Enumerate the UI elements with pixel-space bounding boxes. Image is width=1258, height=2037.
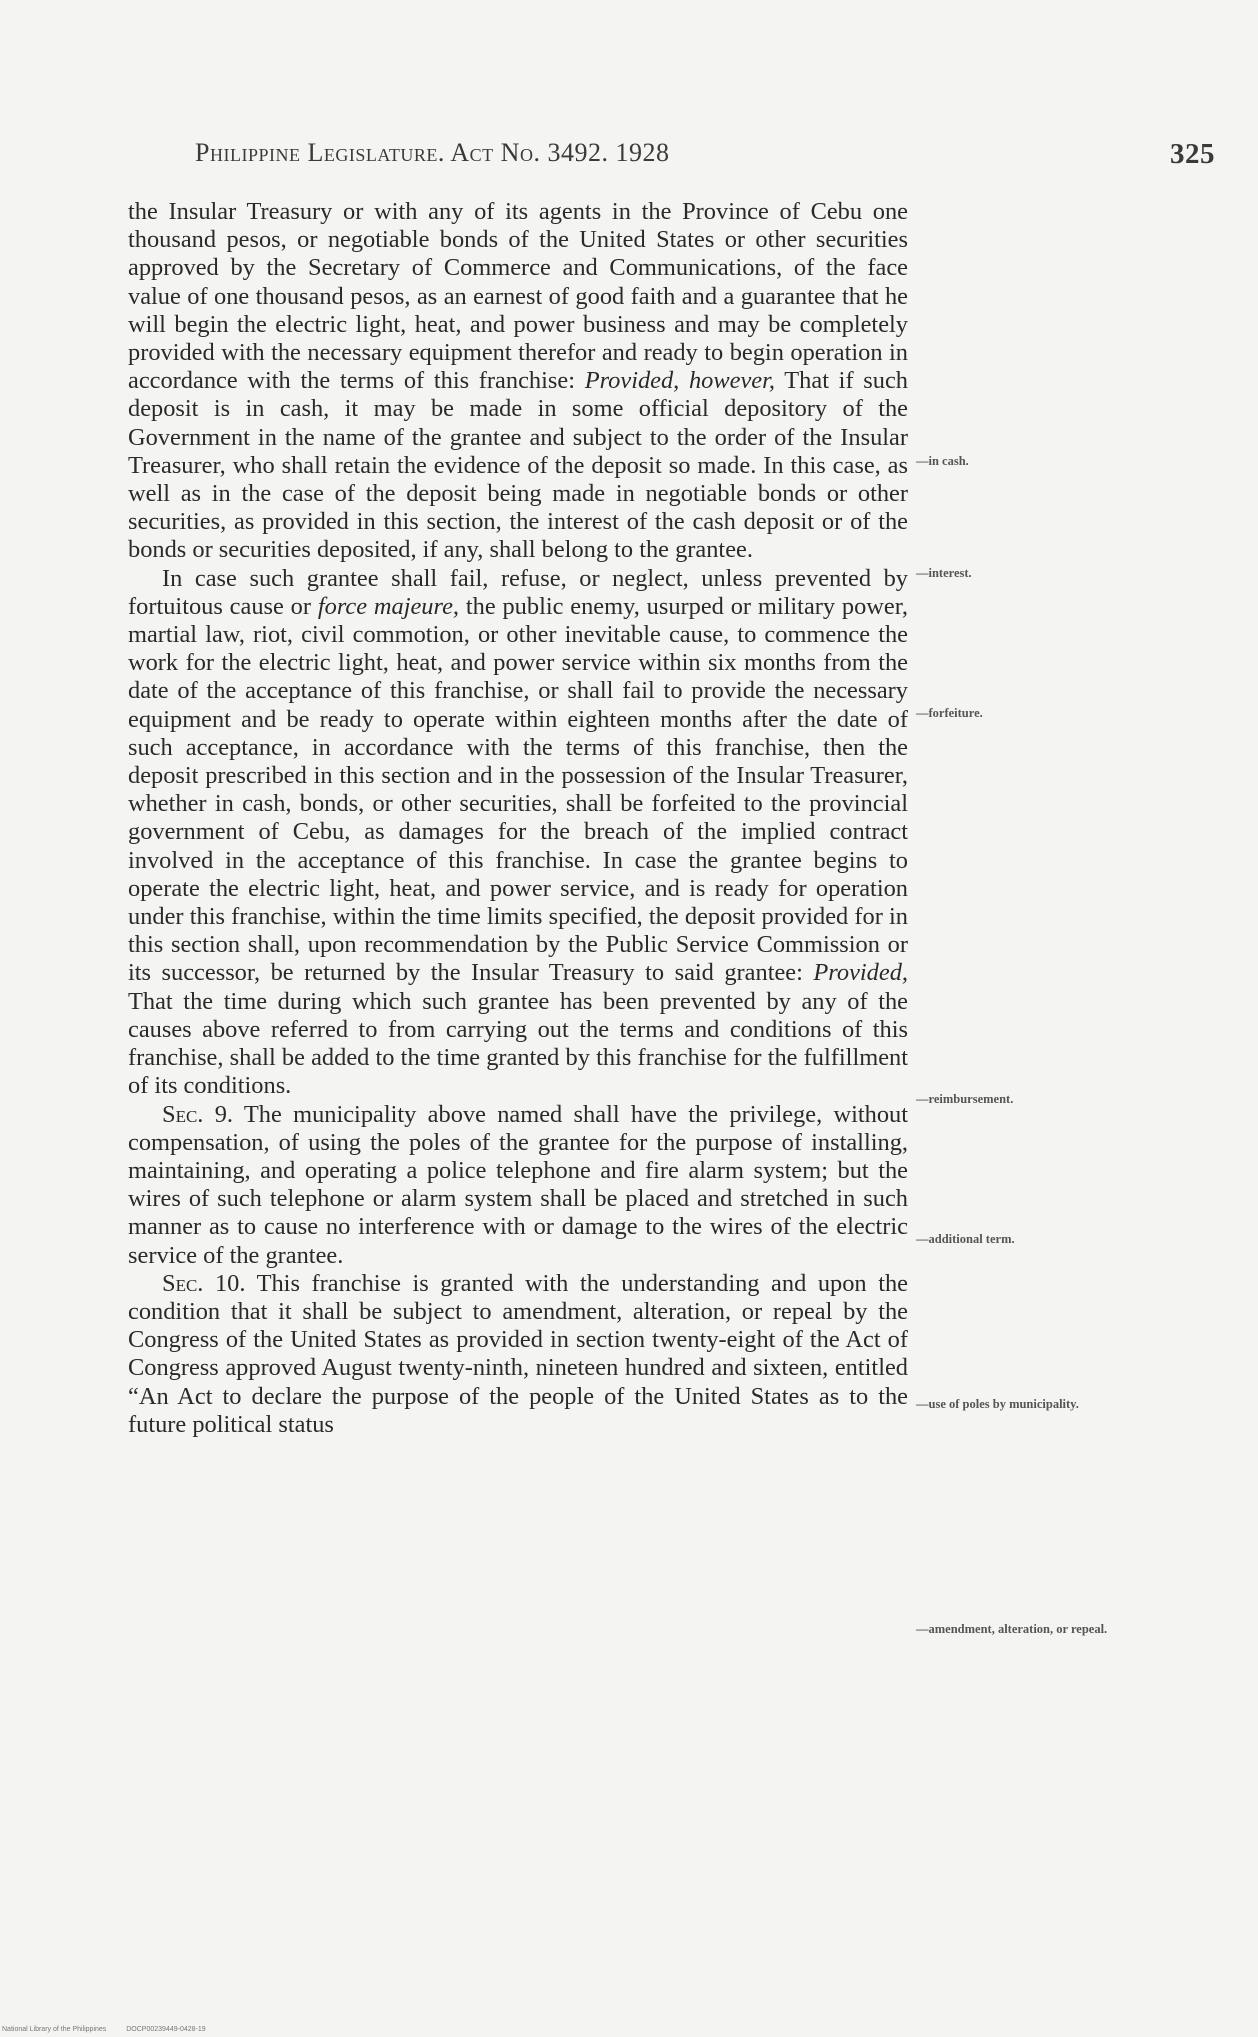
running-head: Philippine Legislature. Act No. 3492. 1928 (195, 138, 670, 167)
footer-code: DOCP00239449-0428-19 (126, 2026, 206, 2033)
paragraph-deposit: the Insular Treasury or with any of its agents in the Province of Cebu one thousand pesos, or negotiable bonds of the United States or other securities approved by the Secretary of Commerce and Communications, of the face value of one thousand pesos, as an earnest of good faith and a guarantee that he will begin the electric light, heat, and power business and may be completely provided with the necessary equipment therefor and ready to begin operation in accordance with the terms of this franchise: Provided, however, That if such deposit is in cash, it may be made in some official depository of the Government in the name of the grantee and subject to the order of the Insular Treasurer, who shall retain the evidence of the deposit so made. In this case, as well as in the case of the deposit being made in negotiable bonds or other securities, as provided in this section, the interest of the cash deposit or of the bonds or securities deposited, if any, shall belong to the grantee. (128, 198, 908, 564)
page-header (195, 138, 1215, 172)
body-text (128, 198, 908, 1439)
section-label: Sec. 10. (162, 1269, 246, 1297)
margin-note-additional-term: —additional term. (916, 1232, 1015, 1246)
margin-note-forfeiture: —forfeiture. (916, 706, 983, 720)
margin-note-reimbursement: —reimbursement. (916, 1092, 1014, 1106)
margin-note-amendment: —amendment, alteration, or repeal. (916, 1622, 1108, 1636)
page-number: 325 (1170, 138, 1215, 170)
section-label: Sec. 9. (162, 1100, 233, 1128)
section-9: Sec. 9. The municipality above named shall have the privilege, without compensation, of using the poles of the grantee for the purpose of installing, maintaining, and operating a police telephone and fire alarm system; but the wires of such telephone or alarm system shall be placed and stretched in such manner as to cause no interference with or damage to the wires of the electric service of the grantee. (128, 1100, 909, 1269)
paragraph-forfeiture: In case such grantee shall fail, refuse, or neglect, unless prevented by fortuitous cause or force majeure, the public enemy, usurped or military power, martial law, riot, civil commotion, or other inevitable cause, to commence the work for the electric light, heat, and power service within six months from the date of the acceptance of this franchise, or shall fail to provide the necessary equipment and be ready to operate within eighteen months after the date of such acceptance, in accordance with the terms of this franchise, then the deposit prescribed in this section and in the possession of the Insular Treasurer, whether in cash, bonds, or other securities, shall be forfeited to the provincial government of Cebu, as damages for the breach of the implied contract involved in the acceptance of this franchise. In case the grantee begins to operate the electric light, heat, and power service, and is ready for operation under this franchise, within the time limits specified, the deposit provided for in this section shall, upon recommendation by the Public Service Commission or its successor, be returned by the Insular Treasury to said grantee: Provided, That the time during which such grantee has been prevented by any of the causes above referred to from carrying out the terms and conditions of this franchise, shall be added to the time granted by this franchise for the fulfillment of its conditions. (128, 564, 908, 1100)
margin-note-use-of-poles: —use of poles by municipality. (916, 1397, 1079, 1411)
section-10: Sec. 10. This franchise is granted with the understanding and upon the condition that it shall be subject to amendment, alteration, or repeal by the Congress of the United States as provided in section twenty-eight of the Act of Congress approved August twenty-ninth, nineteen hundred and sixteen, entitled “An Act to declare the purpose of the people of the United States as to the future political status (128, 1269, 908, 1438)
scan-footer (2, 2026, 224, 2033)
margin-note-interest: —interest. (916, 566, 972, 580)
margin-note-in-cash: —in cash. (916, 454, 969, 468)
footer-library: National Library of the Philippines (2, 2026, 107, 2033)
